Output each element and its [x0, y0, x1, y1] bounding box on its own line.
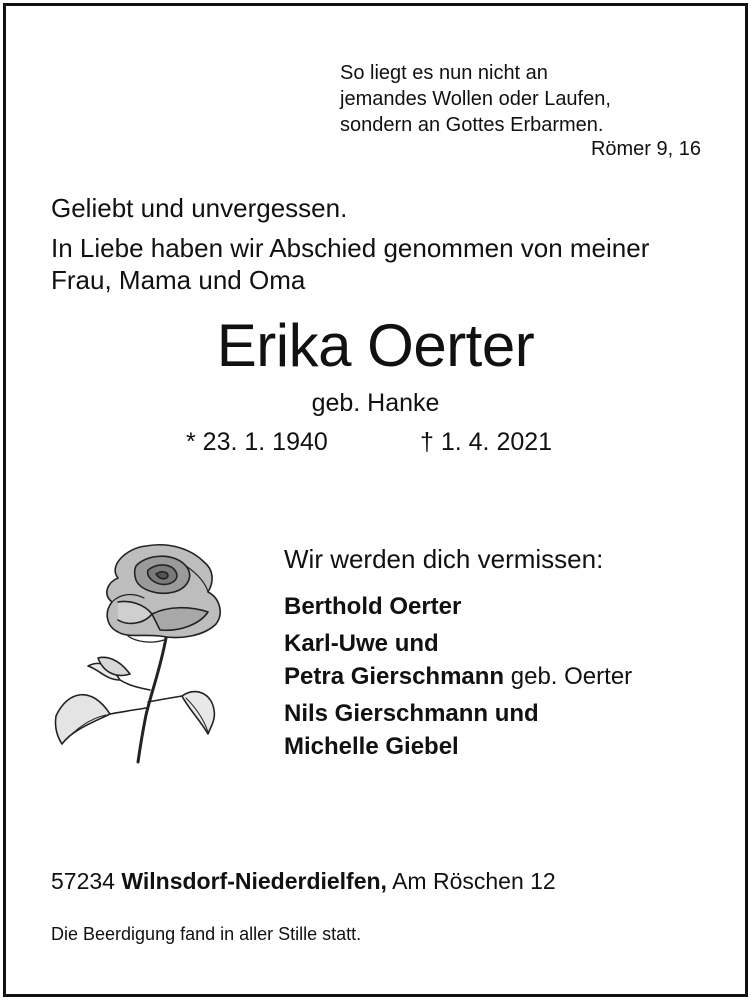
mourner-name: Petra Gierschmann [284, 663, 505, 690]
intro-line: In Liebe haben wir Abschied genommen von meiner [51, 233, 650, 263]
address-street: Am Röschen 12 [386, 868, 556, 894]
rose-icon [48, 540, 248, 765]
intro-paragraph [51, 232, 649, 296]
mourners-heading: Wir werden dich vermissen: [284, 544, 604, 574]
bible-quote [340, 60, 660, 138]
mourner-name: Karl-Uwe und [284, 630, 439, 657]
quote-reference: Römer 9, 16 [590, 138, 701, 160]
quote-line: sondern an Gottes Erbarmen. [340, 114, 604, 136]
mourner-entry [284, 590, 632, 623]
funeral-note: Die Beerdigung fand in aller Stille statt. [51, 924, 362, 944]
deceased-name: Erika Oerter [216, 312, 535, 379]
intro-line: Frau, Mama und Oma [51, 265, 306, 295]
mourner-suffix: geb. Oerter [504, 663, 633, 690]
mourner-entry [284, 627, 632, 660]
mourner-entry [284, 660, 632, 693]
address-zip: 57234 [51, 868, 122, 894]
family-address [51, 870, 556, 893]
mourner-name: Nils Gierschmann und [284, 700, 539, 727]
mourner-entry [284, 730, 632, 763]
address-town: Wilnsdorf-Niederdielfen, [121, 868, 387, 894]
mourner-name: Michelle Giebel [284, 733, 459, 760]
mourner-entry [284, 697, 632, 730]
maiden-name: geb. Hanke [311, 389, 440, 417]
quote-line: So liegt es nun nicht an [340, 62, 548, 84]
intro-line: Geliebt und unvergessen. [51, 193, 348, 223]
mourner-name: Berthold Oerter [284, 593, 462, 620]
quote-line: jemandes Wollen oder Laufen, [340, 88, 611, 110]
mourners-list [284, 590, 632, 763]
death-date: † 1. 4. 2021 [420, 428, 553, 456]
birth-date: * 23. 1. 1940 [186, 428, 328, 456]
